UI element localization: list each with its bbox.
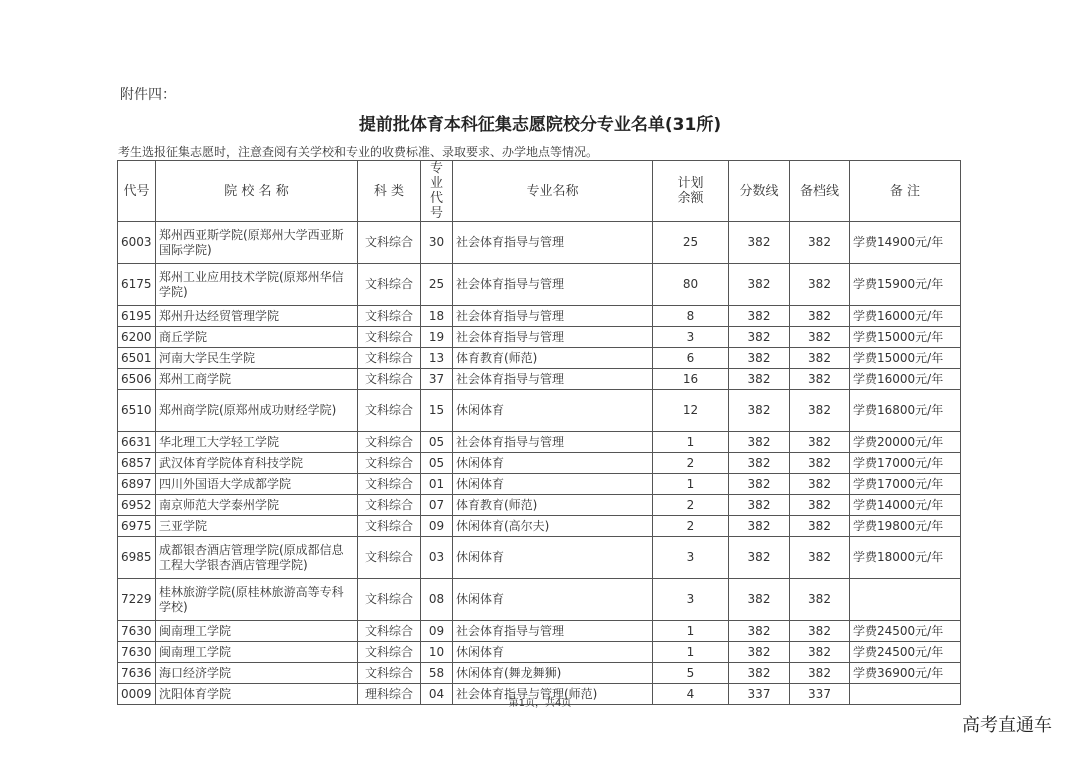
cell-remarks: 学费17000元/年	[850, 474, 961, 495]
cell-college-name: 海口经济学院	[156, 663, 358, 684]
header-code: 代号	[118, 161, 156, 222]
cell-major-code: 18	[421, 306, 453, 327]
cell-plan-remaining: 3	[653, 327, 729, 348]
table-row	[118, 327, 961, 348]
cell-score-line: 382	[729, 474, 790, 495]
table-row	[118, 537, 961, 579]
cell-code: 7636	[118, 663, 156, 684]
cell-plan-remaining: 2	[653, 495, 729, 516]
cell-college-name: 南京师范大学泰州学院	[156, 495, 358, 516]
cell-file-line: 382	[790, 642, 850, 663]
cell-code: 6501	[118, 348, 156, 369]
cell-category: 文科综合	[358, 579, 421, 621]
cell-category: 文科综合	[358, 621, 421, 642]
table-row	[118, 495, 961, 516]
cell-remarks: 学费15000元/年	[850, 327, 961, 348]
cell-file-line: 382	[790, 264, 850, 306]
cell-category: 文科综合	[358, 327, 421, 348]
cell-category: 文科综合	[358, 348, 421, 369]
cell-major-code: 09	[421, 516, 453, 537]
cell-remarks: 学费24500元/年	[850, 621, 961, 642]
cell-major-code: 05	[421, 432, 453, 453]
cell-plan-remaining: 25	[653, 222, 729, 264]
cell-major-name: 社会体育指导与管理	[453, 327, 653, 348]
cell-category: 文科综合	[358, 432, 421, 453]
cell-file-line: 382	[790, 327, 850, 348]
cell-category: 文科综合	[358, 642, 421, 663]
cell-major-name: 体育教育(师范)	[453, 348, 653, 369]
cell-college-name: 河南大学民生学院	[156, 348, 358, 369]
cell-score-line: 382	[729, 516, 790, 537]
cell-college-name: 武汉体育学院体育科技学院	[156, 453, 358, 474]
cell-file-line: 382	[790, 537, 850, 579]
cell-score-line: 382	[729, 327, 790, 348]
cell-major-code: 19	[421, 327, 453, 348]
cell-major-name: 社会体育指导与管理	[453, 264, 653, 306]
cell-major-code: 15	[421, 390, 453, 432]
cell-college-name: 郑州工业应用技术学院(原郑州华信学院)	[156, 264, 358, 306]
notice-text: 考生选报征集志愿时，注意查阅有关学校和专业的收费标准、录取要求、办学地点等情况。	[118, 145, 599, 159]
header-plan-remaining: 计划余额	[653, 161, 729, 222]
cell-plan-remaining: 4	[653, 684, 729, 705]
cell-score-line: 382	[729, 306, 790, 327]
cell-plan-remaining: 1	[653, 642, 729, 663]
cell-score-line: 382	[729, 222, 790, 264]
header-remarks: 备 注	[850, 161, 961, 222]
cell-category: 文科综合	[358, 453, 421, 474]
cell-plan-remaining: 2	[653, 453, 729, 474]
cell-major-code: 07	[421, 495, 453, 516]
cell-remarks: 学费14000元/年	[850, 495, 961, 516]
cell-plan-remaining: 5	[653, 663, 729, 684]
table-row	[118, 516, 961, 537]
table-row	[118, 663, 961, 684]
attachment-label: 附件四：	[120, 87, 176, 103]
cell-file-line: 382	[790, 369, 850, 390]
cell-file-line: 382	[790, 516, 850, 537]
cell-score-line: 382	[729, 537, 790, 579]
cell-code: 6897	[118, 474, 156, 495]
cell-file-line: 382	[790, 390, 850, 432]
table-row	[118, 453, 961, 474]
cell-major-code: 03	[421, 537, 453, 579]
cell-major-name: 休闲体育	[453, 579, 653, 621]
header-file-line: 备档线	[790, 161, 850, 222]
cell-category: 文科综合	[358, 516, 421, 537]
cell-plan-remaining: 1	[653, 474, 729, 495]
cell-score-line: 382	[729, 348, 790, 369]
cell-category: 文科综合	[358, 306, 421, 327]
cell-plan-remaining: 12	[653, 390, 729, 432]
cell-plan-remaining: 3	[653, 537, 729, 579]
cell-score-line: 382	[729, 621, 790, 642]
cell-code: 7630	[118, 621, 156, 642]
cell-college-name: 郑州商学院(原郑州成功财经学院)	[156, 390, 358, 432]
cell-code: 6003	[118, 222, 156, 264]
cell-code: 6510	[118, 390, 156, 432]
cell-score-line: 382	[729, 579, 790, 621]
cell-college-name: 桂林旅游学院(原桂林旅游高等专科学校)	[156, 579, 358, 621]
cell-file-line: 382	[790, 432, 850, 453]
cell-major-code: 04	[421, 684, 453, 705]
cell-code: 6985	[118, 537, 156, 579]
table-row	[118, 264, 961, 306]
cell-college-name: 三亚学院	[156, 516, 358, 537]
brand-watermark: 高考直通车	[962, 715, 1052, 736]
cell-college-name: 郑州工商学院	[156, 369, 358, 390]
cell-plan-remaining: 2	[653, 516, 729, 537]
cell-remarks: 学费36900元/年	[850, 663, 961, 684]
cell-remarks: 学费20000元/年	[850, 432, 961, 453]
cell-code: 7229	[118, 579, 156, 621]
cell-file-line: 382	[790, 495, 850, 516]
cell-major-name: 休闲体育(舞龙舞狮)	[453, 663, 653, 684]
cell-category: 文科综合	[358, 222, 421, 264]
cell-major-code: 10	[421, 642, 453, 663]
table-row	[118, 474, 961, 495]
cell-college-name: 华北理工大学轻工学院	[156, 432, 358, 453]
cell-major-name: 社会体育指导与管理	[453, 432, 653, 453]
cell-code: 6200	[118, 327, 156, 348]
cell-remarks: 学费16000元/年	[850, 306, 961, 327]
cell-major-name: 休闲体育	[453, 537, 653, 579]
cell-plan-remaining: 3	[653, 579, 729, 621]
cell-remarks: 学费16000元/年	[850, 369, 961, 390]
cell-category: 文科综合	[358, 390, 421, 432]
cell-category: 文科综合	[358, 264, 421, 306]
cell-major-name: 社会体育指导与管理	[453, 222, 653, 264]
cell-code: 0009	[118, 684, 156, 705]
cell-category: 文科综合	[358, 369, 421, 390]
cell-major-name: 社会体育指导与管理	[453, 369, 653, 390]
cell-score-line: 337	[729, 684, 790, 705]
cell-remarks	[850, 579, 961, 621]
cell-file-line: 382	[790, 579, 850, 621]
cell-major-name: 休闲体育	[453, 474, 653, 495]
cell-score-line: 382	[729, 495, 790, 516]
cell-file-line: 382	[790, 306, 850, 327]
cell-file-line: 382	[790, 348, 850, 369]
cell-code: 6195	[118, 306, 156, 327]
cell-file-line: 337	[790, 684, 850, 705]
cell-code: 6631	[118, 432, 156, 453]
cell-major-name: 体育教育(师范)	[453, 495, 653, 516]
cell-major-code: 37	[421, 369, 453, 390]
cell-remarks: 学费16800元/年	[850, 390, 961, 432]
cell-category: 文科综合	[358, 474, 421, 495]
cell-file-line: 382	[790, 663, 850, 684]
cell-remarks: 学费17000元/年	[850, 453, 961, 474]
cell-code: 6506	[118, 369, 156, 390]
cell-major-name: 休闲体育(高尔夫)	[453, 516, 653, 537]
cell-plan-remaining: 6	[653, 348, 729, 369]
table-row	[118, 222, 961, 264]
table-header-row	[118, 161, 961, 222]
cell-remarks: 学费24500元/年	[850, 642, 961, 663]
cell-file-line: 382	[790, 453, 850, 474]
cell-college-name: 郑州西亚斯学院(原郑州大学西亚斯国际学院)	[156, 222, 358, 264]
table-row	[118, 621, 961, 642]
header-college-name: 院 校 名 称	[156, 161, 358, 222]
cell-plan-remaining: 1	[653, 432, 729, 453]
table-row	[118, 642, 961, 663]
cell-category: 文科综合	[358, 537, 421, 579]
cell-remarks: 学费19800元/年	[850, 516, 961, 537]
cell-code: 6175	[118, 264, 156, 306]
cell-college-name: 四川外国语大学成都学院	[156, 474, 358, 495]
cell-plan-remaining: 16	[653, 369, 729, 390]
table-row	[118, 306, 961, 327]
cell-major-code: 05	[421, 453, 453, 474]
cell-category: 文科综合	[358, 495, 421, 516]
cell-remarks: 学费15000元/年	[850, 348, 961, 369]
cell-major-code: 01	[421, 474, 453, 495]
table-row	[118, 369, 961, 390]
cell-major-name: 休闲体育	[453, 642, 653, 663]
cell-code: 6975	[118, 516, 156, 537]
cell-score-line: 382	[729, 264, 790, 306]
document-title: 提前批体育本科征集志愿院校分专业名单(31所)	[358, 115, 722, 135]
table-row	[118, 390, 961, 432]
cell-major-name: 休闲体育	[453, 453, 653, 474]
cell-file-line: 382	[790, 474, 850, 495]
cell-major-code: 13	[421, 348, 453, 369]
cell-category: 文科综合	[358, 663, 421, 684]
header-major-name: 专业名称	[453, 161, 653, 222]
cell-score-line: 382	[729, 432, 790, 453]
cell-plan-remaining: 1	[653, 621, 729, 642]
page-number: 第1页，共4页	[508, 698, 572, 709]
cell-college-name: 沈阳体育学院	[156, 684, 358, 705]
college-table	[117, 160, 961, 705]
cell-college-name: 商丘学院	[156, 327, 358, 348]
cell-major-code: 08	[421, 579, 453, 621]
header-score-line: 分数线	[729, 161, 790, 222]
cell-code: 6952	[118, 495, 156, 516]
cell-college-name: 郑州升达经贸管理学院	[156, 306, 358, 327]
cell-score-line: 382	[729, 369, 790, 390]
cell-remarks: 学费14900元/年	[850, 222, 961, 264]
table-row	[118, 432, 961, 453]
header-category: 科 类	[358, 161, 421, 222]
cell-major-code: 30	[421, 222, 453, 264]
cell-plan-remaining: 80	[653, 264, 729, 306]
cell-file-line: 382	[790, 621, 850, 642]
table-row	[118, 348, 961, 369]
header-major-code: 专业代号	[421, 161, 453, 222]
cell-major-name: 休闲体育	[453, 390, 653, 432]
cell-college-name: 闽南理工学院	[156, 642, 358, 663]
cell-file-line: 382	[790, 222, 850, 264]
table-row	[118, 579, 961, 621]
cell-major-code: 25	[421, 264, 453, 306]
cell-major-name: 社会体育指导与管理	[453, 621, 653, 642]
cell-code: 6857	[118, 453, 156, 474]
cell-remarks: 学费15900元/年	[850, 264, 961, 306]
cell-remarks: 学费18000元/年	[850, 537, 961, 579]
cell-major-code: 58	[421, 663, 453, 684]
cell-major-name: 社会体育指导与管理(师范)	[453, 684, 653, 705]
cell-score-line: 382	[729, 663, 790, 684]
cell-score-line: 382	[729, 453, 790, 474]
cell-college-name: 成都银杏酒店管理学院(原成都信息工程大学银杏酒店管理学院)	[156, 537, 358, 579]
cell-plan-remaining: 8	[653, 306, 729, 327]
cell-score-line: 382	[729, 390, 790, 432]
cell-code: 7630	[118, 642, 156, 663]
cell-major-code: 09	[421, 621, 453, 642]
cell-category: 理科综合	[358, 684, 421, 705]
cell-college-name: 闽南理工学院	[156, 621, 358, 642]
cell-score-line: 382	[729, 642, 790, 663]
cell-major-name: 社会体育指导与管理	[453, 306, 653, 327]
